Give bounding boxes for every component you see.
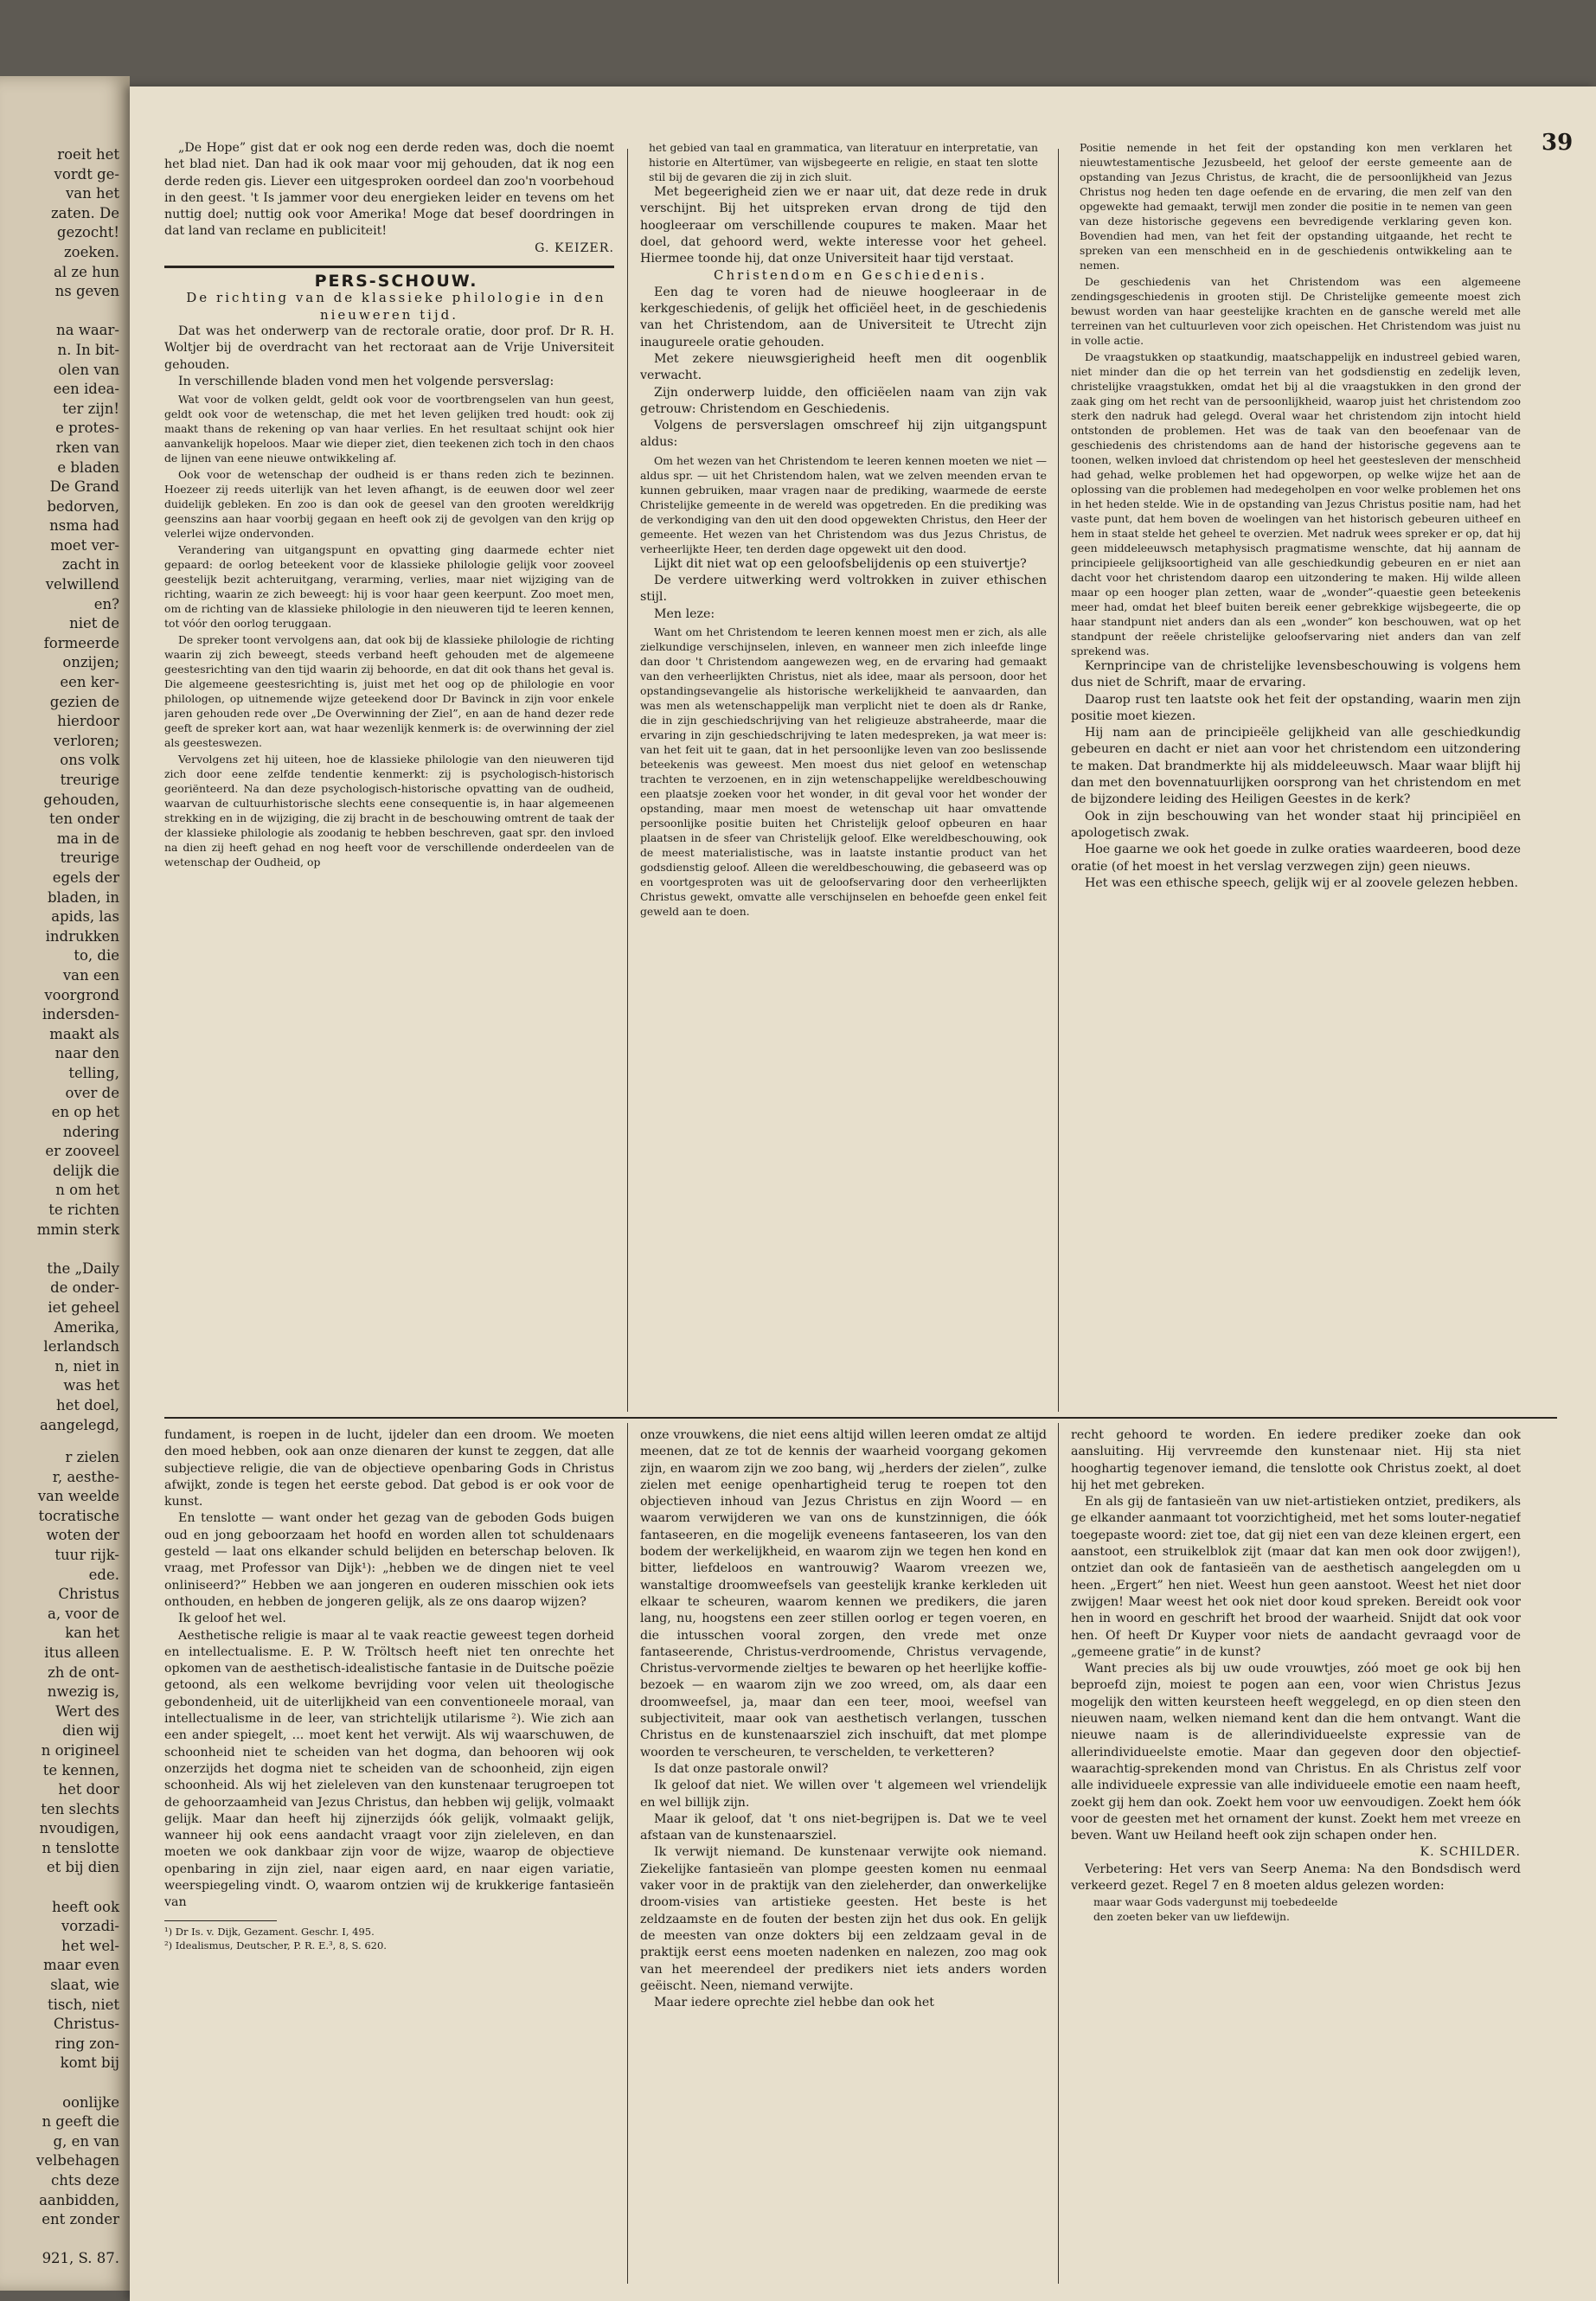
erratum-verse-line: maar waar Gods vadergunst mij toebedeelde bbox=[1093, 1895, 1338, 1909]
previous-page-line: ter zijn! bbox=[62, 400, 119, 417]
previous-page-line: r zielen bbox=[65, 1449, 119, 1465]
previous-page-line: n geeft die bbox=[42, 2113, 119, 2131]
previous-page-text-bottom bbox=[0, 1448, 130, 2269]
previous-page-line: a, voor de bbox=[48, 1605, 119, 1622]
column-rule bbox=[627, 1423, 628, 2284]
previous-page-line: r, aesthe- bbox=[52, 1468, 119, 1485]
quoted-paragraph: De vraagstukken op staatkundig, maatschappelijk en industreel gebied waren, niet minder dan die op het terrein van het godsdienstig en zedelijk leven, christelijke vraagstukken, omdat het bij al die vraagstukken in den grond der zaak ging om het recht van de persoonlijkheid, waarop juist het christendom zoo sterk den nadruk had gelegd. Overal waar het christendom zijn intocht hield ontstonden de problemen. Het was de taak van den beoefenaar van de geschiedenis des christendoms aan de hand der historische gegevens aan te toonen, welken invloed dat christendom op heel het geestesleven der menschheid had gehad, welke problemen het had opgeworpen, op welke wijze het aan de oplossing van die problemen had medegeholpen en voor welke problemen het ons in het heden stelde. Wie in de opstanding van Jezus Christus positie nam, had het vaste punt, dat hem boven de woelingen van het historisch gebeuren uitheef en hem in staat stelde het geheel te overzien. Met nadruk wees spreker er op, dat hij geen middeleeuwsch metaphysisch pragmatisme wenschte, dat hij aannam de principieele gelijksoortigheid van alle geschiedkundig gebeuren en er niet aan dacht voor het christendom daarop een uitzondering te maken. Hij wilde alleen maar op een hooger plan zetten, waar de „wonder”-quaestie geen beteekenis meer had, omdat het bleef buiten bereik eener gebrekkige wijsbegeerte, die op haar standpunt niet anders dan als een „wonder” kon beschouwen, wat op het standpunt der reëele christelijke geloofservaring niet anders dan van zelf sprekend was. bbox=[1071, 350, 1521, 657]
previous-page-line: n tenslotte bbox=[42, 1839, 119, 1856]
previous-page-line: 921, S. 87. bbox=[42, 2250, 119, 2267]
previous-page-line: tuur rijk- bbox=[54, 1546, 119, 1563]
article-paragraph: De verdere uitwerking werd voltrokken in zuiver ethischen stijl. bbox=[640, 574, 1047, 605]
previous-page-line: een ker- bbox=[60, 674, 119, 691]
previous-page-line bbox=[0, 302, 119, 322]
previous-page-line: hierdoor bbox=[57, 713, 119, 730]
previous-page-line bbox=[0, 2230, 119, 2250]
previous-page-line: dien wij bbox=[62, 1722, 119, 1740]
previous-page-line: bladen, in bbox=[47, 888, 119, 906]
previous-page-line: na waar- bbox=[56, 322, 119, 339]
previous-page-line: Wert des bbox=[55, 1702, 119, 1720]
previous-page-line: voorgrond bbox=[44, 986, 119, 1003]
previous-page-line: itus alleen bbox=[44, 1644, 119, 1661]
article-paragraph: recht gehoord te worden. En iedere prediker zoeke dan ook aansluiting. Hij vervreemde den kunstenaar niet. Hij sta niet hooghartig tegenover iemand, die tenslotte ook Christus zoekt, al doet hij het met gebreken. bbox=[1071, 1428, 1521, 1492]
previous-page-line: treurige bbox=[60, 849, 119, 867]
previous-page-line: telling, bbox=[68, 1064, 119, 1081]
previous-page-line: velbehagen bbox=[35, 2152, 119, 2170]
column-3-bottom bbox=[1071, 1427, 1521, 2284]
previous-page-line bbox=[0, 1878, 119, 1898]
previous-page-line: ndering bbox=[62, 1123, 119, 1140]
previous-page-line: gezocht! bbox=[56, 224, 119, 241]
previous-page-line: indersden- bbox=[42, 1006, 119, 1023]
previous-page-line: het doel, bbox=[55, 1397, 119, 1413]
previous-page-line: nsma had bbox=[49, 517, 119, 535]
previous-page-line: was het bbox=[63, 1377, 119, 1394]
previous-page-line: het door bbox=[58, 1781, 119, 1798]
previous-page-line: delijk die bbox=[53, 1162, 119, 1179]
previous-page-line: nvoudigen, bbox=[39, 1820, 119, 1837]
article-paragraph: Zijn onderwerp luidde, den officiëelen naam van zijn vak getrouw: Christendom en Geschiedenis. bbox=[640, 385, 1047, 416]
previous-page-line: vordt ge- bbox=[54, 165, 119, 183]
article-paragraph: Daarop rust ten laatste ook het feit der opstanding, waarin men zijn positie moet kiezen. bbox=[1071, 692, 1521, 723]
previous-page-line: lerlandsch bbox=[43, 1338, 119, 1356]
previous-page-line: ede. bbox=[88, 1566, 119, 1583]
previous-page-line: en op het bbox=[51, 1104, 119, 1121]
previous-page-line: aangelegd, bbox=[39, 1416, 119, 1433]
article-paragraph: Ik verwijt niemand. De kunstenaar verwijte ook niemand. Ziekelijke fantasieën van plompe geesten komen nu eenmaal vaker voor in de praktijk van den zieleherder, dan onwerkelijke droom-visies van artistieke geesten. Het beste is het zeldzaamste en de fouten der besten zijn het dus ook. En gelijk de meesten van onze dokters bij een zeldzaam geval in de praktijk eerst eens moeten nadenken en nalezen, zoo mag ook van het meerendeel der predikers niet iets anders worden geëischt. Neen, niemand verwijte. bbox=[640, 1845, 1047, 1993]
previous-page-line: te kennen, bbox=[42, 1761, 119, 1779]
previous-page-line: et bij dien bbox=[46, 1859, 119, 1876]
previous-page-line: en? bbox=[93, 595, 119, 612]
previous-page-line: Christus bbox=[58, 1586, 119, 1603]
erratum-verse-line: den zoeten beker van uw liefdewijn. bbox=[1093, 1910, 1290, 1924]
newspaper-page bbox=[130, 87, 1596, 2301]
previous-page-line: vorzadi- bbox=[61, 1918, 119, 1935]
column-1-top bbox=[164, 140, 614, 1412]
previous-page-line: oonlijke bbox=[62, 2093, 119, 2111]
previous-page-line: maar even bbox=[43, 1957, 119, 1974]
previous-page-line: het wel- bbox=[61, 1937, 119, 1954]
article-paragraph: fundament, is roepen in de lucht, ijdeler dan een droom. We moeten den moed hebben, ook aan onze dienaren der kunst te zeggen, dat alle subjectieve religie, die van de objectieve openbaring Gods in Christus afwijkt, zonde is tegen het eerste gebod. Dat gebod is er ook voor de kunst. bbox=[164, 1428, 614, 1509]
previous-page-line: komt bij bbox=[60, 2054, 119, 2072]
article-paragraph: Ik geloof het wel. bbox=[178, 1612, 286, 1626]
previous-page-line: heeft ook bbox=[51, 1898, 119, 1915]
column-rule bbox=[627, 149, 628, 1412]
previous-page-line bbox=[0, 2073, 119, 2093]
article-paragraph: Met begeerigheid zien we er naar uit, dat deze rede in druk verschijnt. Bij het uitspreken ervan drong de tijd den hoogleeraar om verschillende coupures te maken. Maar het doel, dat gehoord werd, wekte interesse voor het geheel. Hiermee toonde hij, dat onze Universiteit haar tijd verstaat. bbox=[640, 185, 1047, 266]
previous-page-line: van een bbox=[62, 966, 119, 984]
previous-page-line: al ze hun bbox=[54, 263, 119, 280]
article-paragraph: Aesthetische religie is maar al te vaak reactie geweest tegen dorheid en intellectualisme. E. P. W. Tröltsch heeft niet ten onrechte het opkomen van de aesthetisch-idealistische fantasie in de Duitsche poëzie getoond, als een welkome bevrijding voor velen uit theologische gebondenheid, uit de uiterlijkheid van een conventioneele moraal, van intellectualisme in de leer, van strichtelijk utilarisme ²). Wie zich aan een ander spiegelt, ... moet kent het verwijt. Als wij waarschuwen, de schoonheid niet te scheiden van het dogma, dan behooren wij ook onzerzijds het dogma niet te scheiden van de schoonheid, zijn eigen schoonheid. Als wij het zieleleven van den kunstenaar terugroepen tot de gehoorzaamheid van Jezus Christus, dan hebben wij gelijk, volmaakt gelijk. Maar dan heeft hij zijnerzijds óók gelijk, volmaakt gelijk, wanneer hij ook eens aandacht vraagt voor zijn zieleleven, en dan moeten we ook dankbaar zijn voor de wijze, waarop de objectieve openbaring in zijn ziel, naar eigen aard, en naar eigen variatie, weerspiegeling vindt. O, waarom ontzien wij de krukkerige fantasieën van bbox=[164, 1628, 614, 1910]
quoted-paragraph: Verandering van uitgangspunt en opvatting ging daarmede echter niet gepaard: de oorlog beteekent voor de klassieke philologie gelijk voor zooveel geestelijk bezit achteruitgang, verarming, verlies, maar niet wijziging van de richting, waarin ze zich beweegt: hij is voor haar geen keerpunt. Zoo moet men, om de richting van de klassieke philologie in den nieuweren tijd te leeren kennen, tot vóór den oorlog teruggaan. bbox=[164, 543, 614, 631]
previous-page-line: slaat, wie bbox=[50, 1977, 119, 1994]
previous-page-line: De Grand bbox=[49, 478, 119, 496]
column-1-bottom bbox=[164, 1427, 614, 2284]
article-paragraph: Een dag te voren had de nieuwe hoogleeraar in de kerkgeschiedenis, of gelijk het officiëel heet, in de geschiedenis van het Christendom, aan de Universiteit te Utrecht zijn inaugureele oratie gehouden. bbox=[640, 285, 1047, 349]
previous-page-line: n. In bit- bbox=[57, 341, 119, 358]
previous-page-line: chts deze bbox=[51, 2171, 119, 2189]
previous-page-line: egels der bbox=[52, 868, 119, 886]
article-paragraph: Want precies als bij uw oude vrouwtjes, zóó moet ge ook bij hen beproefd zijn, moiest te pogen aan een, voor wien Christus Jezus mogelijk den witten keursteen heeft weggelegd, en op dien steen den nieuwen naam, welken niemand kent dan die hem ontvangt. Want die nieuwe naam is de allerindividueelste expressie van de allerindividueelste emotie. Maar dan gegeven door den objectief-waarachtig-sprekenden mond van Christus. En als Christus zelf voor alle individueele expressie van alle individueele emotie een naam heeft, zoekt gij hem dan ook. Zoekt hem voor uw eenvoudigen. Zoekt hem óók voor de geesten met het ornament der kunst. Zoekt hem met vreeze en beven. Want uw Heiland heeft ook zijn schapen onder hen. bbox=[1071, 1662, 1521, 1843]
previous-page-line: formeerde bbox=[43, 634, 119, 651]
column-rule bbox=[1058, 1423, 1059, 2284]
section-heading: PERS-SCHOUW. bbox=[314, 272, 478, 292]
previous-page-line: apids, las bbox=[51, 908, 119, 926]
previous-page-line: aanbidden, bbox=[39, 2191, 119, 2208]
previous-page-line: ten onder bbox=[48, 811, 119, 828]
previous-page-line: niet de bbox=[69, 615, 119, 632]
previous-page-line: tocratische bbox=[38, 1507, 119, 1524]
previous-page-line: zoeken. bbox=[63, 243, 119, 260]
previous-page-strip bbox=[0, 76, 130, 2291]
article-paragraph: Lijkt dit niet wat op een geloofsbelijdenis op een stuivertje? bbox=[654, 556, 1027, 571]
previous-page-line: zh de ont- bbox=[48, 1663, 119, 1681]
previous-page-line: de onder- bbox=[50, 1279, 119, 1297]
previous-page-line: een idea- bbox=[53, 381, 119, 398]
previous-page-line: ent zonder bbox=[42, 2211, 119, 2228]
previous-page-line: over de bbox=[65, 1084, 119, 1101]
article-title: Christendom en Geschiedenis. bbox=[714, 267, 987, 284]
previous-page-text-top bbox=[0, 145, 130, 1435]
previous-page-line: er zooveel bbox=[45, 1143, 119, 1160]
previous-page-line: Christus- bbox=[53, 2016, 119, 2033]
previous-page-line: mmin sterk bbox=[36, 1221, 119, 1238]
article-paragraph: Dat was het onderwerp van de rectorale oratie, door prof. Dr R. H. Woltjer bij de overdracht van het rectoraat aan de Vrije Universiteit gehouden. bbox=[164, 324, 614, 372]
previous-page-line: indrukken bbox=[45, 927, 119, 945]
previous-page-line: roeit het bbox=[57, 146, 119, 163]
previous-page-line: van weelde bbox=[37, 1488, 119, 1505]
previous-page-line: treurige bbox=[60, 772, 119, 788]
column-3-top bbox=[1071, 140, 1521, 1412]
column-2-top bbox=[640, 140, 1047, 1412]
previous-page-line: kan het bbox=[65, 1625, 119, 1642]
previous-page-line: n origineel bbox=[41, 1741, 119, 1759]
article-paragraph: Maar ik geloof, dat 't ons niet-begrijpen is. Dat we te veel afstaan van de kunstenaarsziel. bbox=[640, 1811, 1047, 1843]
previous-page-line: olen van bbox=[58, 361, 119, 378]
previous-page-line: woten der bbox=[46, 1527, 119, 1544]
footnote: ²) Idealismus, Deutscher, P. R. E.³, 8, S. 620. bbox=[164, 1939, 387, 1952]
previous-page-line: zacht in bbox=[61, 556, 119, 574]
previous-page-line: g, en van bbox=[53, 2132, 119, 2150]
quoted-paragraph: Vervolgens zet hij uiteen, hoe de klassieke philologie van den nieuweren tijd zich door eene zelfde tendentie kenmerkt: zij is psychologisch-historisch georiënteerd. Na dan deze psychologisch-historische opvatting van de oudheid, waarvan de cultuurhistorische slechts eene consequentie is, in haar algemeenen strekking en in de wijziging, die zij bracht in de beschouwing omtrent de taak der der klassieke philologie als zoodanig te hebben beschreven, gaat spr. den invloed na dien zij heeft gehad en nog heeft voor de verschillende onderdeelen van de wetenschap der Oudheid, op bbox=[164, 753, 614, 869]
previous-page-line: gezien de bbox=[49, 693, 119, 710]
previous-page-line: iet geheel bbox=[48, 1299, 119, 1317]
article-paragraph: Met zekere nieuwsgierigheid heeft men dit oogenblik verwacht. bbox=[640, 351, 1047, 383]
article-paragraph: Maar iedere oprechte ziel hebbe dan ook het bbox=[654, 1996, 934, 2010]
previous-page-line: rken van bbox=[55, 439, 119, 456]
previous-page-line: Amerika, bbox=[54, 1318, 119, 1336]
previous-page-line: velwillend bbox=[45, 576, 119, 593]
previous-page-line: naar den bbox=[54, 1045, 119, 1062]
article-paragraph: Hoe gaarne we ook het goede in zulke oraties waardeeren, bood deze oratie (of het moest in het verslag verzwegen zijn) geen nieuws. bbox=[1071, 843, 1521, 874]
quoted-paragraph: Wat voor de volken geldt, geldt ook voor de voortbrengselen van hun geest, geldt ook voor de wetenschap, die met het leven gelijken tred houdt: ook zij maakt thans de rekening op van haar verlies. En het resultaat schijnt ook hier aanvankelijk hopeloos. Maar wie dieper ziet, dien teekenen zich toch in den chaos de lijnen van eene nieuwe ontwikkeling af. bbox=[164, 393, 614, 465]
article-paragraph: onze vrouwkens, die niet eens altijd willen leeren omdat ze altijd meenen, dat ze tot de kennis der waarheid voorgang gekomen zijn, en waarom zijn we zoo bang, wij „herders der zielen”, zulke zielen met eenige openhartigheid terug te roepen tot den objectieven inhoud van Jezus Christus en zijn Woord — en waarom verwijderen we van ons de kunstzinnigen, die óók fantaseeren, en die mogelijk eveneens fantaseeren, los van den bodem der werkelijkheid, en waarom zijn we tegen hen kond en bitter, liefdeloos en wantrouwig? Waarom vreezen we, wanstaltige droomweefsels van geestelijk kranke kerkleden uit elkaar te scheuren, waarom kennen we predikers, die jaren lang, nu, hoogstens een zeer stillen oorlog er tegen voeren, en die intusschen vooral zorgen, den vrede met onze fantaseerende, Christus-verdroomende, Christus vervagende, Christus-vervormende zieltjes te bewaren op het heerlijke koffie-bezoek — en waarom zijn we zoo wreed, om, als daar een droomweefsel, ja, maar dan een teer, mooi, weefsel van subjectiviteit, maar ook van aesthetisch verlangen, tusschen Christus en de kunstenaarsziel zich inschuift, dat met plompe woorden te verscheuren, te verschelden, te verketteren? bbox=[640, 1428, 1047, 1759]
previous-page-line: ring zon- bbox=[54, 2035, 119, 2052]
previous-page-line: nwezig is, bbox=[47, 1683, 119, 1701]
column-2-bottom bbox=[640, 1427, 1047, 2284]
column-rule bbox=[1058, 149, 1059, 1412]
footnote: ¹) Dr Is. v. Dijk, Gezament. Geschr. I, 495. bbox=[164, 1925, 375, 1938]
author-signature: K. SCHILDER. bbox=[1420, 1845, 1521, 1860]
previous-page-line: ten slechts bbox=[41, 1800, 119, 1817]
article-paragraph: In verschillende bladen vond men het volgende persverslag: bbox=[178, 374, 554, 388]
previous-page-line: ns geven bbox=[54, 283, 119, 300]
quoted-paragraph: het gebied van taal en grammatica, van literatuur en interpretatie, van historie en Altertümer, van wijsbegeerte en religie, en staat ten slotte stil bij de gevaren die zij in zich sluit. bbox=[649, 141, 1038, 183]
quoted-paragraph: Want om het Christendom te leeren kennen moest men er zich, als alle zielkundige verschijnselen, inleven, en wanneer men zich inleefde linge dan door 't Christendom aangewezen weg, en de ervaring had gemaakt van den verheerlijkten Christus, niet als idee, maar als persoon, door het opstandingsevangelie als historische werkelijkheid te aanvaarden, dan was men als wetenschappelijk man verplicht niet te doen als dr Ranke, die in zijn geschiedschrijving van het religieuze abstraheerde, maar die ervaring in zijn geschiedschrijving te laten medespreken, ja wat meer is: van het feit uit te gaan, dat in het persoonlijke leven van zoo beslissende beteekenis was geweest. Men moest dus niet geloof en wetenschap trachten te verzoenen, en in zijn wetenschappelijke wereldbeschouwing een plaatsje zoeken voor het wonder, in dit geval voor het wonder der opstanding, maar men moest de wetenschap uit haar omvattende persoonlijke positie buiten het Christelijk geloof opbeuren en haar plaatsen in de sfeer van Christelijk geloof. Elke wereldbeschouwing, ook de meest materialistische, was in laatste instantie product van het godsdienstig geloof. Alleen die wereldbeschouwing, die gebaseerd was op en voortgesproten was uit de geloofservaring door den verheerlijkten Christus gewekt, omvatte alle verschijnselen en behoefde geen enkel feit geweld aan te doen. bbox=[640, 625, 1047, 918]
article-paragraph: En als gij de fantasieën van uw niet-artistieken ontziet, predikers, als ge elkander aanmaant tot voorzichtigheid, met het soms louter-negatief toegepaste woord: ziet toe, dat gij niet een van deze kleinen ergert, een aanstoot, een struikelblok zijt (maar dat kan men ook door zwijgen!), ontziet dan ook de fantasieën van de aesthetisch aangelegden om u heen. „Ergert” hen niet. Weest hun geen aanstoot. Weest het niet door zwijgen! Maar weest het ook niet door koud spreken. Bereidt ook voor hen in woord en geschrift het brood der waarheid. Snijdt dat ook voor hen. Of heeft Dr Kuyper voor niets de aandacht gevraagd voor de „gemeene gratie” in de kunst? bbox=[1071, 1495, 1521, 1659]
previous-page-line: ma in de bbox=[56, 830, 119, 847]
footnote-rule bbox=[164, 1920, 277, 1921]
quoted-paragraph: Ook voor de wetenschap der oudheid is er thans reden zich te bezinnen. Hoezeer zij reeds uiterlijk van het leven afhangt, is de eeuwen door wel zeer duidelijk gebleken. En zoo is dan ook de geesel van den grooten wereldkrijg geenszins aan haar voorbij gegaan en heeft ook zij de gevolgen van den krijg op velerlei wijze ondervonden. bbox=[164, 468, 614, 541]
article-title: De richting van de klassieke philologie in den nieuweren tijd. bbox=[186, 290, 606, 323]
previous-page-line: bedorven, bbox=[47, 497, 119, 515]
previous-page-line: van het bbox=[65, 185, 119, 202]
previous-page-line: zaten. De bbox=[50, 204, 119, 221]
article-paragraph: Volgens de persverslagen omschreef hij zijn uitgangspunt aldus: bbox=[640, 419, 1047, 450]
article-paragraph: Het was een ethische speech, gelijk wij er al zoovele gelezen hebben. bbox=[1085, 875, 1519, 890]
article-paragraph: Kernprincipe van de christelijke levensbeschouwing is volgens hem dus niet de Schrift, maar de ervaring. bbox=[1071, 659, 1521, 690]
quoted-paragraph: De geschiedenis van het Christendom was een algemeene zendingsgeschiedenis in grooten stijl. De Christelijke gemeente moest zich bewust worden van haar geestelijke krachten en de gansche wereld met alle terreinen van het cultuurleven voor zich opeischen. Het Christendom was juist nu in volle actie. bbox=[1071, 275, 1521, 347]
article-paragraph: Is dat onze pastorale onwil? bbox=[654, 1761, 829, 1776]
page-number: 39 bbox=[1542, 130, 1574, 156]
previous-page-line: ons volk bbox=[60, 752, 119, 769]
previous-page-line: moet ver- bbox=[50, 536, 119, 554]
author-signature: G. KEIZER. bbox=[535, 240, 614, 255]
previous-page-line: te richten bbox=[48, 1202, 119, 1219]
previous-page-line bbox=[0, 1240, 119, 1259]
previous-page-line: the „Daily bbox=[47, 1259, 119, 1277]
previous-page-line: maakt als bbox=[49, 1025, 119, 1042]
article-paragraph: Ook in zijn beschouwing van het wonder staat hij principiëel en apologetisch zwak. bbox=[1071, 809, 1521, 840]
previous-page-line: to, die bbox=[74, 947, 119, 965]
quoted-paragraph: Om het wezen van het Christendom te leeren kennen moeten we niet — aldus spr. — uit het Christendom halen, wat we zelven meenden ervan te kunnen gebruiken, maar vragen naar de prediking, waarmede de eerste Christelijke gemeente in de wereld was opgetreden. En die prediking was de verkondiging van den uit den dood opgewekten Christus, den Heer der gemeente. Het wezen van het Christendom was dus Jezus Christus, de verheerlijkte Heer, ten derden dage opgewekt uit den dood. bbox=[640, 453, 1047, 555]
quoted-paragraph: De spreker toont vervolgens aan, dat ook bij de klassieke philologie de richting waarin zij zich beweegt, steeds verband heeft gehouden met de algemeene geestesrichting van den tijd waarin zij behoorde, en dat dit ook thans het geval is. Die algemeene geestesrichting is, juist met het oog op de philologie en voor philologen, op uitnemende wijze geteekend door Dr Bavinck in zijn voor enkele jaren gehouden rede over „De Overwinning der Ziel”, en aan de hand dezer rede geeft de spreker kort aan, wat haar wezenlijk kenmerk is: de overwinning der ziel als geesteswezen. bbox=[164, 633, 614, 750]
erratum-note: Verbetering: Het vers van Seerp Anema: Na den Bondsdisch werd verkeerd gezet. Regel 7 en 8 moeten aldus gelezen worden: bbox=[1071, 1862, 1521, 1894]
article-paragraph: „De Hope” gist dat er ook nog een derde reden was, doch die noemt het blad niet. Dan had ik ook maar voor mij gehouden, dat ik nog een derde reden gis. Liever een uitgesproken oordeel dan zoo'n voorbehoud in den geest. 't Is jammer voor deu energieken leider en tevens om het nuttig doel; nuttig ook voor Amerika! Moge dat besef doordringen in dat land van reclame en publiciteit! bbox=[164, 141, 614, 239]
previous-page-line: gehouden, bbox=[43, 791, 119, 808]
previous-page-line: onzijen; bbox=[62, 654, 119, 671]
article-paragraph: En tenslotte — want onder het gezag van de geboden Gods buigen oud en jong geboorzaam het hoofd en worden allen tot schuldenaars gesteld — laat ons elkander schuld belijden en beterschap beloven. Ik vraag, met Professor van Dijk¹): „hebben we de dingen niet te veel onliniseerd?” Hebben we aan jongeren en ouderen misschien ook iets onthouden, en hebben de jongeren gelijk, als ze ons daarop wijzen? bbox=[164, 1511, 614, 1609]
heading-rule bbox=[164, 266, 614, 268]
previous-page-line: e bladen bbox=[57, 458, 119, 476]
article-paragraph: Ik geloof dat niet. We willen over 't algemeen wel vriendelijk en wel billijk zijn. bbox=[640, 1779, 1047, 1810]
previous-page-line: n, niet in bbox=[54, 1357, 119, 1375]
previous-page-line: tisch, niet bbox=[47, 1996, 119, 2013]
article-paragraph: Hij nam aan de principieële gelijkheid van alle geschiedkundig gebeuren en dacht er niet aan voor het christendom een uitzondering te maken. Dat brandmerkte hij als middeleeuwsch. Maar waar blijft hij dan met den bovennatuurlijken oorsprong van het christendom en met de bijzondere leiding des Heiligen Geestes in de kerk? bbox=[1071, 726, 1521, 807]
quoted-paragraph: Positie nemende in het feit der opstanding kon men verklaren het nieuwtestamentische Jezusbeeld, het geloof der eerste gemeente aan de opstanding van Jezus Christus, de kracht, die de persoonlijkheid van Jezus Christus nog heden ten dage oefende en de ervaring, die men zelf van den opgewekte had gemaakt, terwijl men zonder die positie in te nemen van geen van deze historische gegevens een bevredigende verklaring geven kon. Bovendien had men, van het feit der opstanding uitgaande, het recht te spreken van een menschheid en in de geschiedenis ontwikkeling aan te nemen. bbox=[1080, 141, 1512, 272]
article-paragraph: Men leze: bbox=[654, 606, 715, 621]
section-divider bbox=[164, 1417, 1557, 1419]
previous-page-line: n om het bbox=[55, 1182, 119, 1199]
previous-page-line: verloren; bbox=[53, 732, 119, 749]
previous-page-line: e protes- bbox=[55, 420, 119, 437]
